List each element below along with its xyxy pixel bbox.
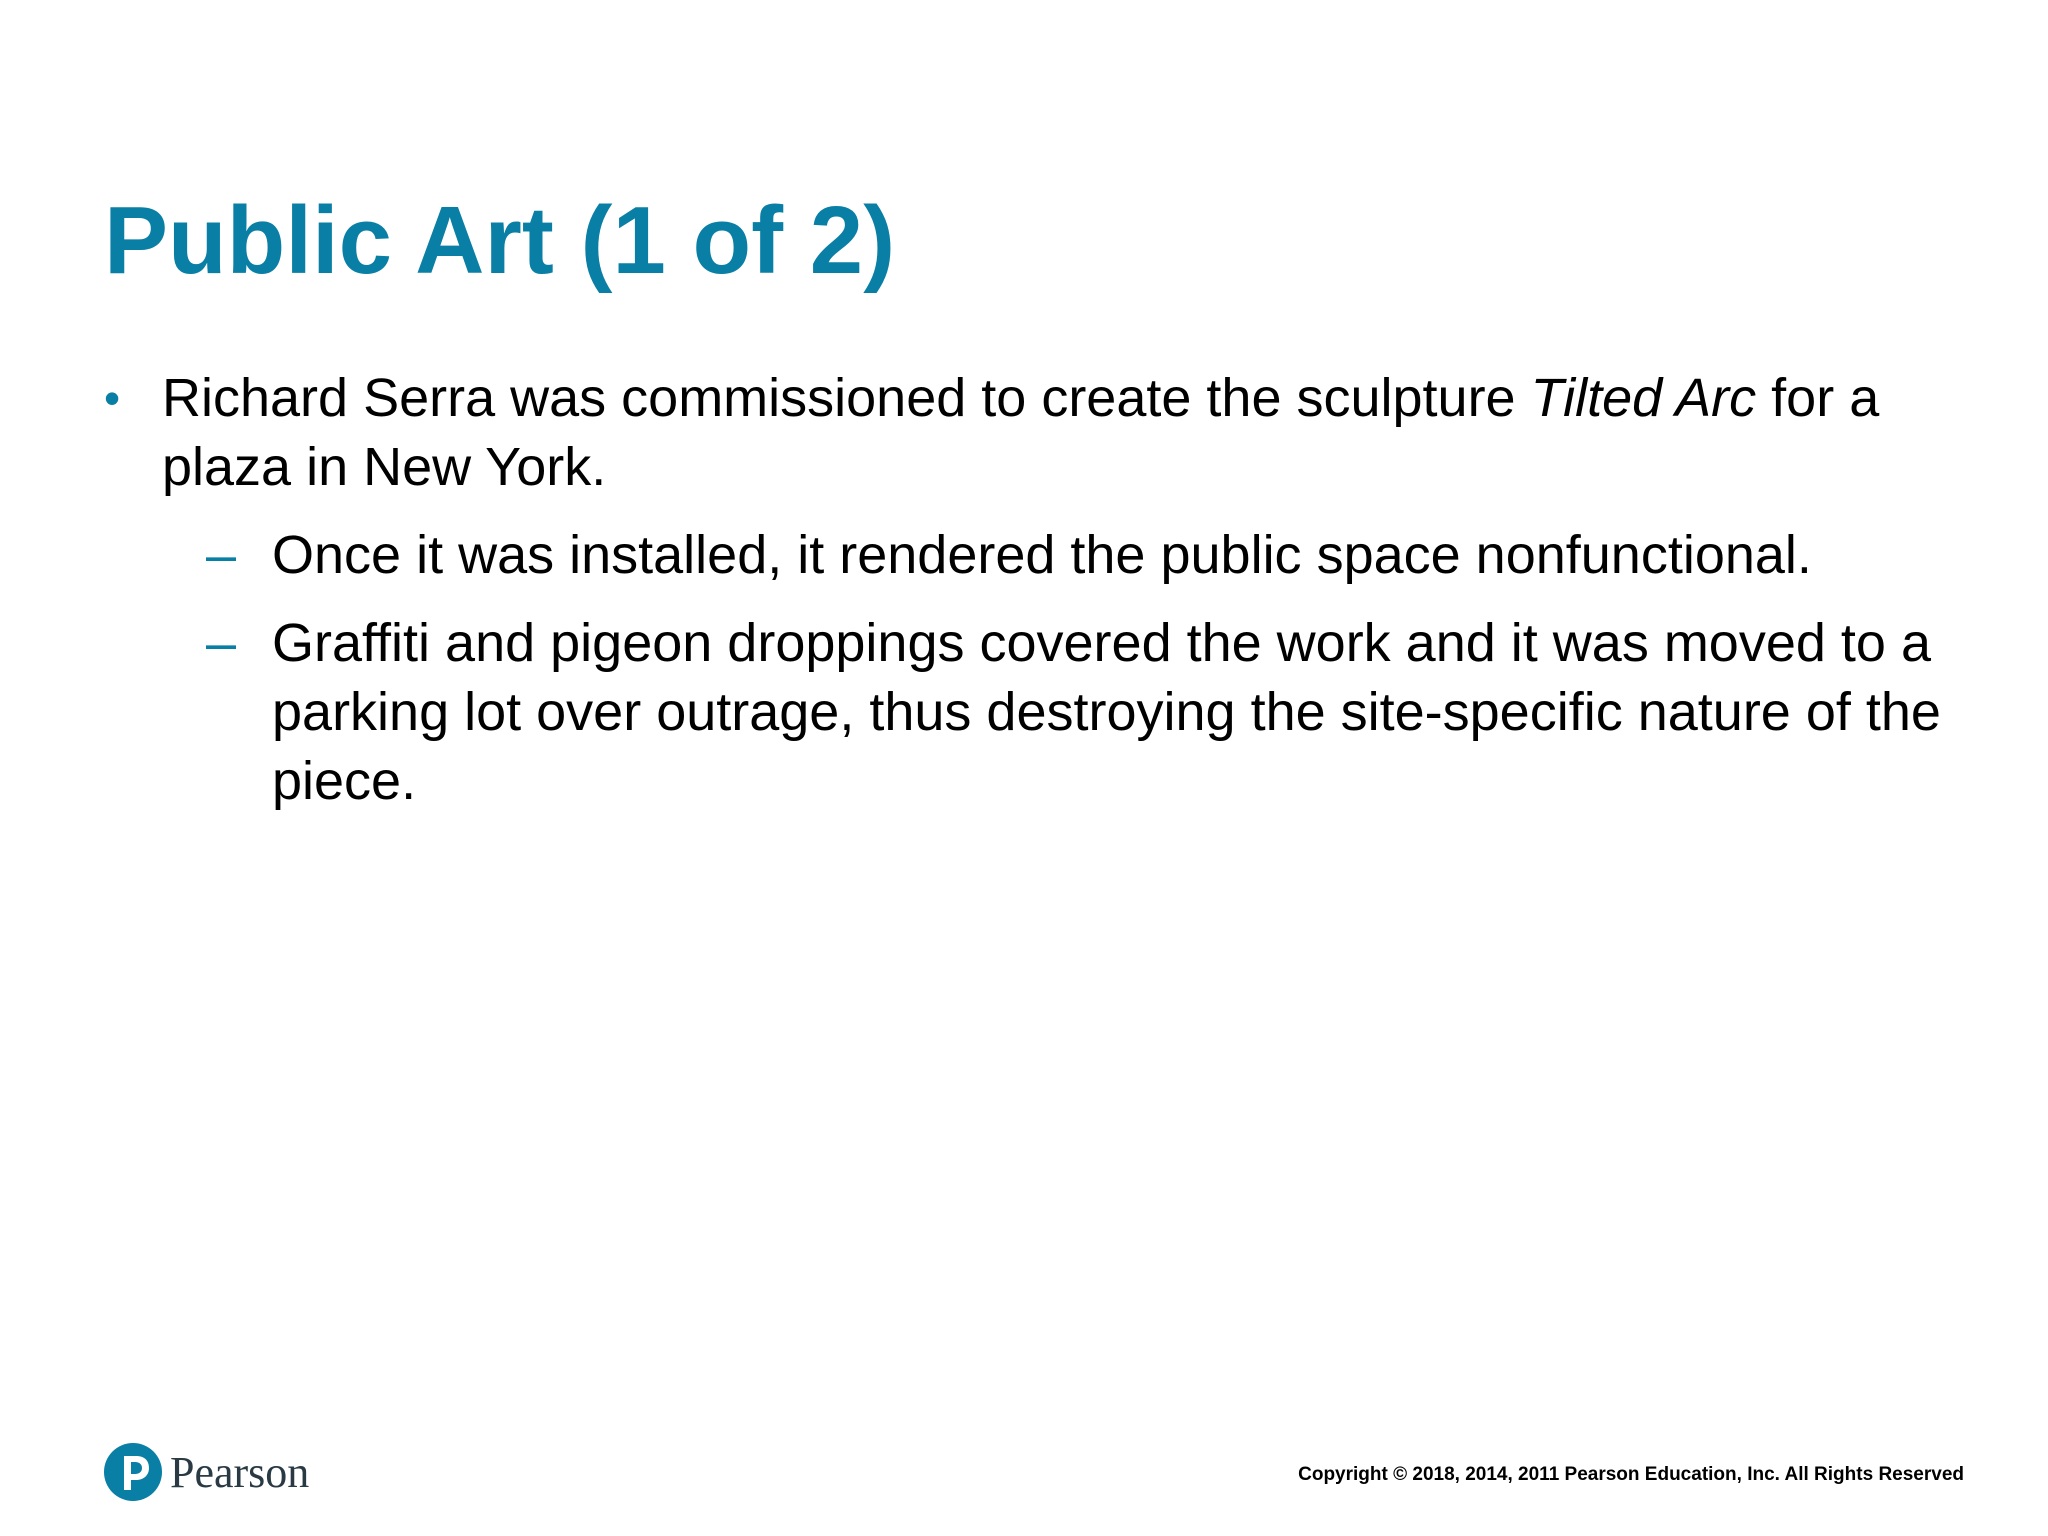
bullet-text-end: for a plaza in New York. [162,368,1880,497]
sub-bullet-text: Graffiti and pigeon droppings covered the work and it was moved to a parking lot over outrage, thus destroying the site-specific nature of the piece. [272,613,1941,811]
dash-marker: – [206,613,237,673]
slide-title: Public Art (1 of 2) [104,187,896,294]
pearson-logo [104,1440,309,1504]
dash-marker: – [206,525,237,585]
sub-bullet-item [104,609,1964,816]
bullet-item [104,364,1964,502]
bullet-marker: • [104,372,121,424]
copyright-notice: Copyright © 2018, 2014, 2011 Pearson Education, Inc. All Rights Reserved [1298,1464,1964,1485]
pearson-p-glyph [104,1443,162,1501]
sub-bullet-text: Once it was installed, it rendered the public space nonfunctional. [272,525,1812,585]
sub-bullet-item [104,521,1964,590]
pearson-logo-icon [104,1443,162,1501]
bullet-text: Richard Serra was commissioned to create the sculpture [162,368,1531,428]
slide-body [104,364,1964,816]
pearson-wordmark: Pearson [170,1447,310,1497]
artwork-title: Tilted Arc [1530,368,1757,428]
